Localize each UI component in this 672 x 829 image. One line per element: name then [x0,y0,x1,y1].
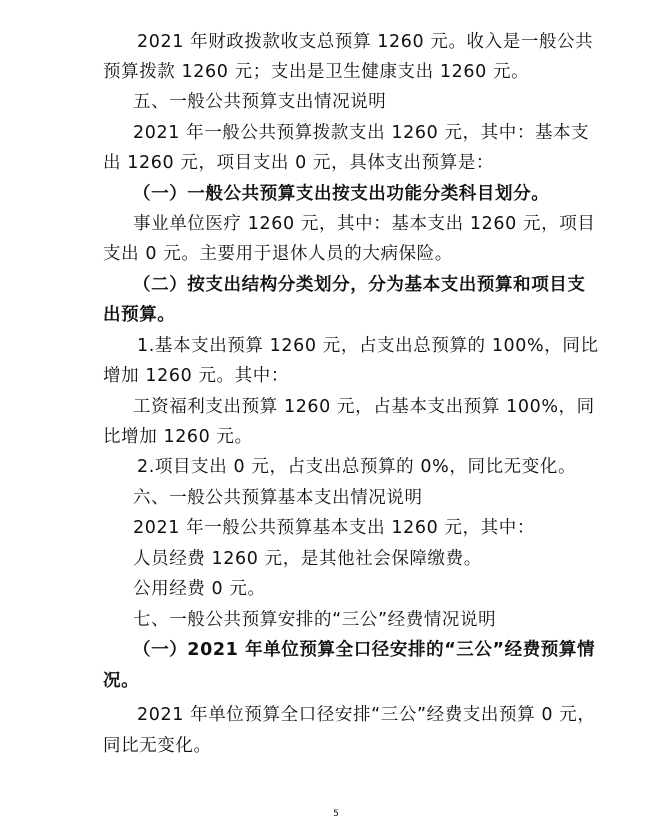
page-number: 5 [333,809,339,819]
text-line: 预算拨款 1260 元；支出是卫生健康支出 1260 元。 [103,62,530,82]
text-line: 人员经费 1260 元，是其他社会保障缴费。 [133,549,482,569]
text-line: 增加 1260 元。其中： [103,366,289,386]
subsection-heading-cont: 况。 [103,671,140,691]
text-line: 出 1260 元，项目支出 0 元，具体支出预算是： [103,153,495,173]
section-heading: 七、一般公共预算安排的“三公”经费情况说明 [133,610,497,630]
text-line: 2021 年一般公共预算拨款支出 1260 元，其中：基本支 [133,123,590,143]
text-line: 2021 年一般公共预算基本支出 1260 元，其中： [133,518,535,538]
text-line: 工资福利支出预算 1260 元，占基本支出预算 100%，同 [133,397,595,417]
text-line: 公用经费 0 元。 [133,579,266,599]
text-line: 1.基本支出预算 1260 元，占支出总预算的 100%，同比 [137,336,599,356]
text-line: 比增加 1260 元。 [103,427,253,447]
subsection-heading: （二）按支出结构分类划分，分为基本支出预算和项目支 [133,275,586,295]
section-heading: 六、一般公共预算基本支出情况说明 [133,488,423,508]
text-line: 2021 年财政拨款收支总预算 1260 元。收入是一般公共 [137,32,594,52]
subsection-heading: （一）2021 年单位预算全口径安排的“三公”经费预算情 [133,640,596,660]
text-line: 支出 0 元。主要用于退休人员的大病保险。 [103,244,453,264]
text-line: 同比无变化。 [103,736,212,756]
text-line: 2.项目支出 0 元，占支出总预算的 0%，同比无变化。 [137,457,577,477]
subsection-heading: （一）一般公共预算支出按支出功能分类科目划分。 [133,184,550,204]
subsection-heading-cont: 出预算。 [103,305,176,325]
text-line: 事业单位医疗 1260 元，其中：基本支出 1260 元，项目 [133,214,596,234]
text-line: 2021 年单位预算全口径安排“三公”经费支出预算 0 元， [137,705,596,725]
section-heading: 五、一般公共预算支出情况说明 [133,92,387,112]
